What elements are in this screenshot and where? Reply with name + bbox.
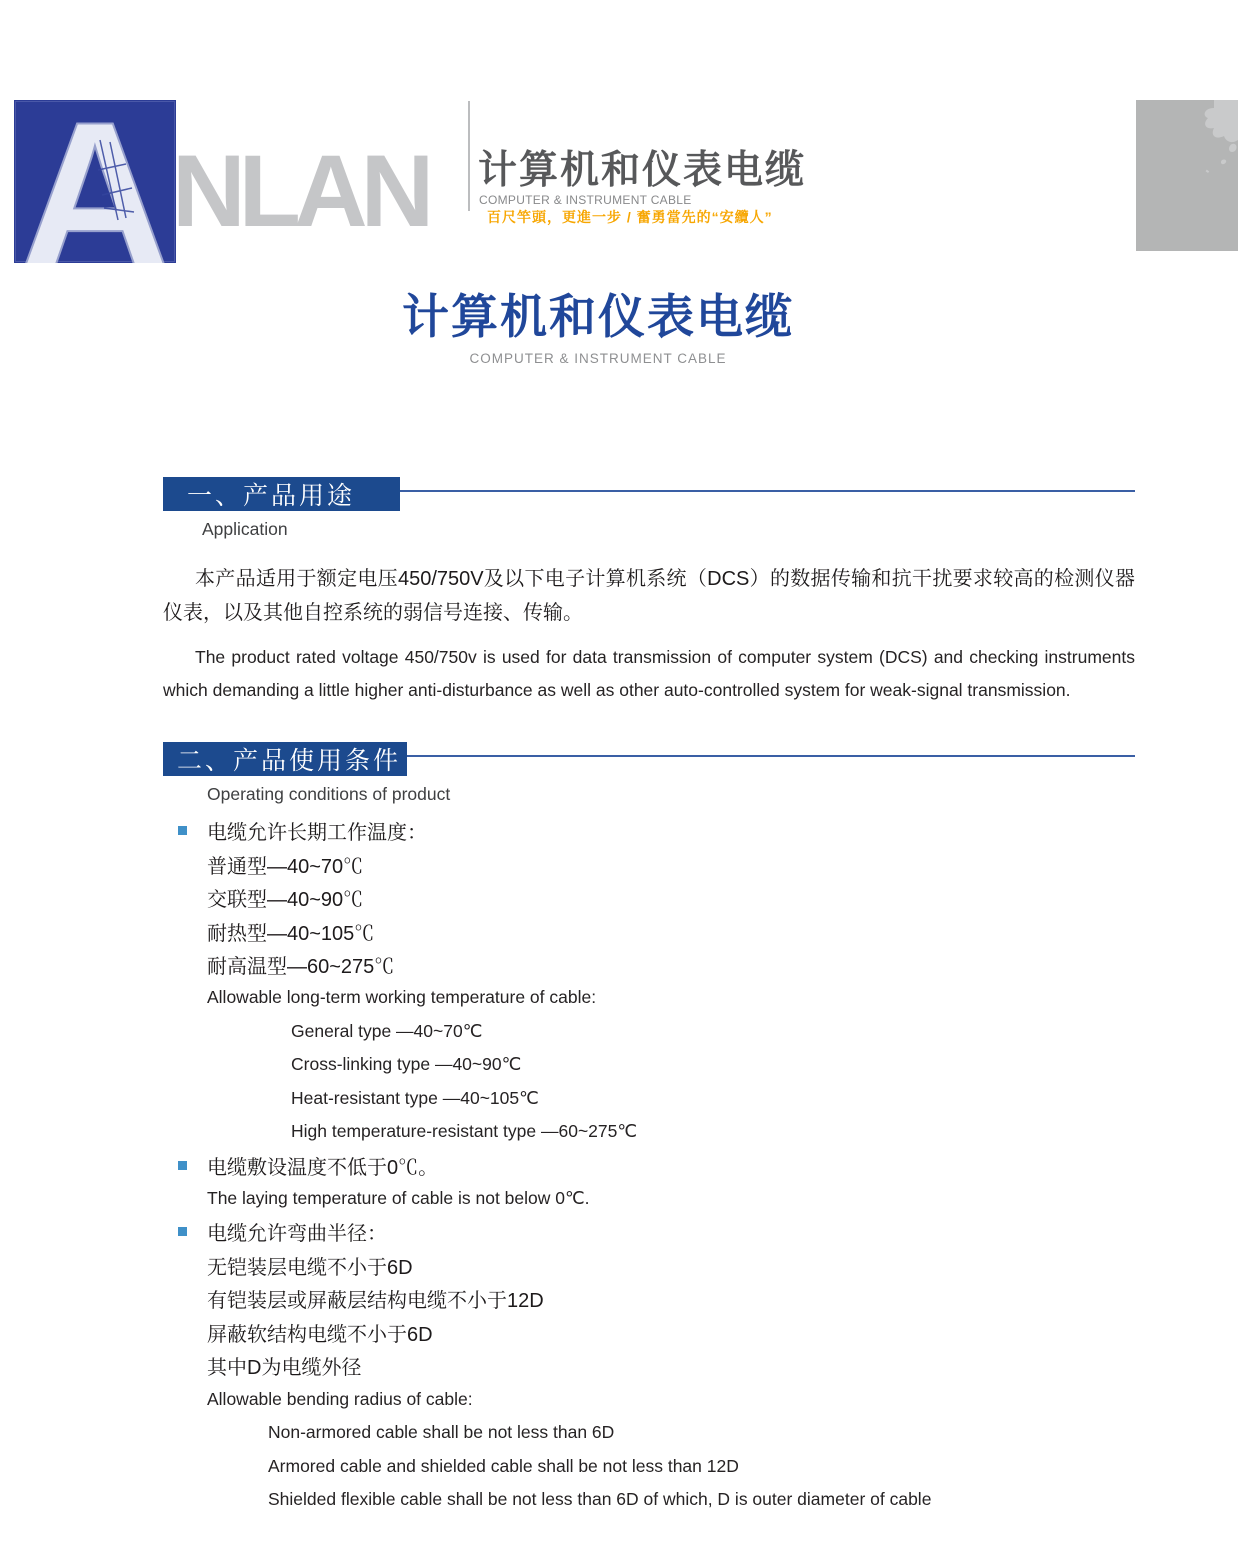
page-subtitle: COMPUTER & INSTRUMENT CABLE [469, 351, 727, 366]
list-item-text: Non-armored cable shall be not less than 6D [268, 1422, 615, 1443]
header-title-cn: 计算机和仪表电缆 [478, 149, 807, 192]
bullet-square-icon [178, 1227, 187, 1236]
conditions-list [163, 814, 1135, 1516]
list-item-text: Cross-linking type —40~90℃ [291, 1054, 522, 1075]
list-item-text: 屏蔽软结构电缆不小于6D [207, 1323, 433, 1346]
page-title: 计算机和仪表电缆 [402, 290, 794, 343]
list-item [163, 1449, 1135, 1482]
section2-heading: 二、产品使用条件 [163, 742, 407, 776]
list-item [163, 914, 1135, 947]
list-item-text: General type —40~70℃ [291, 1020, 483, 1041]
list-item-text: 电缆敷设温度不低于0℃。 [207, 1156, 439, 1179]
list-item [163, 1483, 1135, 1516]
section-application [163, 477, 1135, 707]
list-item [163, 814, 1135, 847]
list-item [163, 1282, 1135, 1315]
document-title-block [0, 292, 1196, 366]
list-item-text: 交联型—40~90℃ [207, 889, 364, 912]
list-item [163, 981, 1135, 1014]
bullet-square-icon [178, 1161, 187, 1170]
list-item [163, 847, 1135, 880]
list-item [163, 1382, 1135, 1415]
logo-wordmark: NLAN [172, 134, 428, 248]
list-item-text: The laying temperature of cable is not below 0℃. [207, 1188, 590, 1209]
anlan-logo [14, 100, 176, 263]
application-paragraph-cn: 本产品适用于额定电压450/750V及以下电子计算机系统（DCS）的数据传输和抗干扰要求较高的检测仪器仪表，以及其他自控系统的弱信号连接、传输。 [163, 568, 1135, 624]
header-divider [468, 101, 470, 211]
section1-heading-row [163, 477, 1135, 511]
list-item [163, 1115, 1135, 1148]
section1-heading-en: Application [202, 519, 288, 539]
header-tagline: 百尺竿頭，更進一步 / 奮勇當先的“安纜人” [487, 209, 773, 225]
list-item [163, 1416, 1135, 1449]
list-item [163, 948, 1135, 981]
list-item-text: Armored cable and shielded cable shall be not less than 12D [268, 1455, 739, 1476]
leaf-decor-icon [1136, 100, 1238, 251]
header-decor-block [1136, 100, 1238, 251]
section2-heading-row [163, 742, 1135, 776]
list-item-text: 耐热型—40~105℃ [207, 922, 375, 945]
list-item-text: Heat-resistant type —40~105℃ [291, 1087, 539, 1108]
application-paragraph-en: The product rated voltage 450/750v is used for data transmission of computer system (DCS) and checking instruments which demanding a little higher anti-disturbance as well as other auto-controlled system for weak-signal transmission. [163, 647, 1135, 700]
anlan-logo-a-icon [14, 100, 176, 263]
list-item [163, 1249, 1135, 1282]
section1-heading: 一、产品用途 [163, 477, 400, 511]
list-item-text: 无铠装层电缆不小于6D [207, 1256, 413, 1279]
list-item-text: 普通型—40~70℃ [207, 855, 364, 878]
list-item [163, 1015, 1135, 1048]
list-item-text: Shielded flexible cable shall be not less than 6D of which, D is outer diameter of cable [268, 1488, 932, 1509]
list-item-text: 耐高温型—60~275℃ [207, 955, 395, 978]
list-item [163, 1215, 1135, 1248]
list-item [163, 881, 1135, 914]
list-item [163, 1048, 1135, 1081]
header-title-en: COMPUTER & INSTRUMENT CABLE [479, 193, 692, 207]
bullet-square-icon [178, 826, 187, 835]
list-item-text: Allowable bending radius of cable: [207, 1388, 473, 1409]
list-item-text: 电缆允许长期工作温度： [207, 822, 427, 845]
list-item [163, 1182, 1135, 1215]
section2-heading-en: Operating conditions of product [207, 784, 451, 804]
list-item-text: High temperature-resistant type —60~275℃ [291, 1121, 638, 1142]
list-item-text: 有铠装层或屏蔽层结构电缆不小于12D [207, 1290, 544, 1313]
list-item [163, 1349, 1135, 1382]
list-item [163, 1316, 1135, 1349]
list-item-text: Allowable long-term working temperature of cable: [207, 987, 597, 1008]
logo-letter-a: A [19, 100, 171, 263]
section-operating-conditions [163, 742, 1135, 1516]
list-item-text: 其中D为电缆外径 [207, 1357, 362, 1380]
list-item [163, 1148, 1135, 1181]
list-item-text: 电缆允许弯曲半径： [207, 1223, 387, 1246]
list-item [163, 1082, 1135, 1115]
